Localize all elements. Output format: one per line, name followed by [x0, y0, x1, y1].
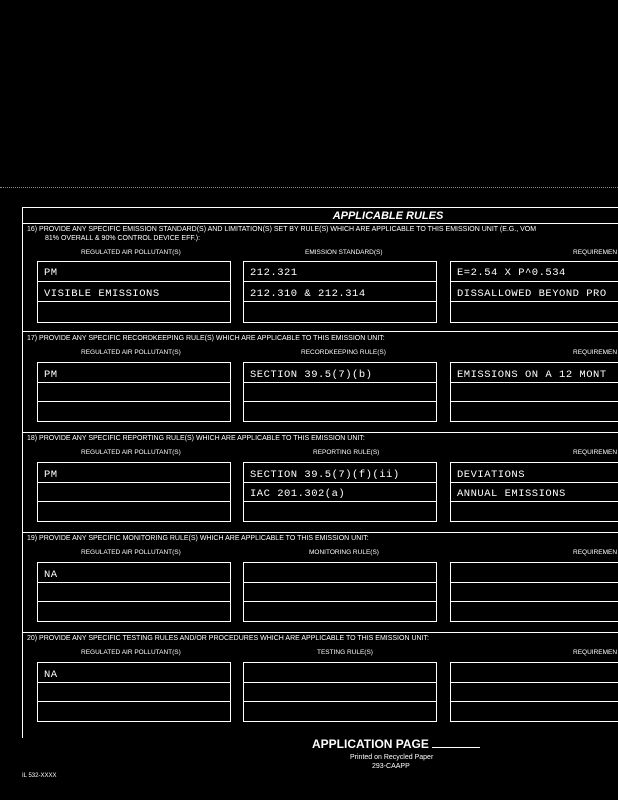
- column-header-requirement: REQUIREMEN: [573, 249, 618, 256]
- column-header-testing: TESTING RULE(S): [317, 649, 373, 656]
- question-19: 19) PROVIDE ANY SPECIFIC MONITORING RULE(S) WHICH ARE APPLICABLE TO THIS EMISSION UNIT:: [27, 535, 369, 542]
- column-header-pollutant: REGULATED AIR POLLUTANT(S): [81, 449, 181, 456]
- pollutant-box[interactable]: [37, 362, 231, 422]
- pollutant-value: PM: [44, 267, 58, 279]
- title-divider: [23, 223, 618, 224]
- requirement-value: DEVIATIONS: [457, 469, 526, 481]
- rule-value: 212.321: [250, 267, 298, 279]
- section-20: [23, 634, 618, 734]
- reporting-box[interactable]: [243, 462, 437, 522]
- scan-artifact-line: [0, 187, 618, 190]
- requirement-box[interactable]: [450, 662, 618, 722]
- question-18: 18) PROVIDE ANY SPECIFIC REPORTING RULE(S) WHICH ARE APPLICABLE TO THIS EMISSION UNIT:: [27, 435, 365, 442]
- form-code: 293-CAAPP: [372, 763, 410, 770]
- pollutant-value: NA: [44, 569, 58, 581]
- column-header-emission-standard: EMISSION STANDARD(S): [305, 249, 383, 256]
- rule-value: SECTION 39.5(7)(b): [250, 369, 373, 381]
- pollutant-value: PM: [44, 469, 58, 481]
- column-header-pollutant: REGULATED AIR POLLUTANT(S): [81, 249, 181, 256]
- pollutant-box[interactable]: [37, 462, 231, 522]
- rule-value: SECTION 39.5(7)(f)(ii): [250, 469, 400, 481]
- requirement-value: DISSALLOWED BEYOND PRO: [457, 288, 607, 300]
- column-header-pollutant: REGULATED AIR POLLUTANT(S): [81, 649, 181, 656]
- column-header-requirement: REQUIREMEN: [573, 449, 618, 456]
- column-header-requirement: REQUIREMEN: [573, 549, 618, 556]
- section-divider: [23, 432, 618, 433]
- section-18: [23, 434, 618, 532]
- requirement-box[interactable]: [450, 562, 618, 622]
- section-divider: [23, 331, 618, 332]
- form-title: APPLICABLE RULES: [332, 210, 444, 222]
- section-16: [23, 225, 618, 331]
- requirement-value: E=2.54 X P^0.534: [457, 267, 566, 279]
- recycled-paper-note: Printed on Recycled Paper: [350, 754, 434, 761]
- monitoring-box[interactable]: [243, 562, 437, 622]
- testing-box[interactable]: [243, 662, 437, 722]
- column-header-reporting: REPORTING RULE(S): [313, 449, 380, 456]
- pollutant-value: PM: [44, 369, 58, 381]
- left-form-code: IL 532-XXXX: [22, 773, 57, 779]
- column-header-requirement: REQUIREMEN: [573, 649, 618, 656]
- column-header-pollutant: REGULATED AIR POLLUTANT(S): [81, 349, 181, 356]
- pollutant-box[interactable]: [37, 662, 231, 722]
- pollutant-value: NA: [44, 669, 58, 681]
- column-header-monitoring: MONITORING RULE(S): [309, 549, 379, 556]
- section-19: [23, 534, 618, 632]
- requirement-box[interactable]: [450, 362, 618, 422]
- requirement-value: EMISSIONS ON A 12 MONT: [457, 369, 607, 381]
- requirement-box[interactable]: [450, 462, 618, 522]
- pollutant-box[interactable]: [37, 562, 231, 622]
- pollutant-value: VISIBLE EMISSIONS: [44, 288, 160, 300]
- question-20: 20) PROVIDE ANY SPECIFIC TESTING RULES AND/OR PROCEDURES WHICH ARE APPLICABLE TO THIS EMISSION UNIT:: [27, 635, 429, 642]
- rule-value: IAC 201.302(a): [250, 488, 346, 500]
- question-16: 16) PROVIDE ANY SPECIFIC EMISSION STANDARD(S) AND LIMITATION(S) SET BY RULE(S) WHICH ARE APPLICABLE TO THIS EMISSION UNIT (E.G., VOM: [27, 226, 537, 233]
- section-17: [23, 334, 618, 432]
- applicable-rules-form: [22, 207, 618, 738]
- column-header-requirement: REQUIREMEN: [573, 349, 618, 356]
- requirement-box[interactable]: [450, 261, 618, 323]
- column-header-pollutant: REGULATED AIR POLLUTANT(S): [81, 549, 181, 556]
- recordkeeping-box[interactable]: [243, 362, 437, 422]
- column-header-recordkeeping: RECORDKEEPING RULE(S): [301, 349, 386, 356]
- rule-value: 212.310 & 212.314: [250, 288, 366, 300]
- section-divider: [23, 532, 618, 533]
- section-divider: [23, 632, 618, 633]
- application-page-label: APPLICATION PAGE: [312, 737, 429, 751]
- question-17: 17) PROVIDE ANY SPECIFIC RECORDKEEPING RULE(S) WHICH ARE APPLICABLE TO THIS EMISSION UNIT:: [27, 335, 385, 342]
- emission-standard-box[interactable]: [243, 261, 437, 323]
- requirement-value: ANNUAL EMISSIONS: [457, 488, 566, 500]
- page-number-line: [432, 747, 480, 748]
- pollutant-box[interactable]: [37, 261, 231, 323]
- question-16-line2: 81% OVERALL & 90% CONTROL DEVICE EFF.):: [45, 235, 201, 242]
